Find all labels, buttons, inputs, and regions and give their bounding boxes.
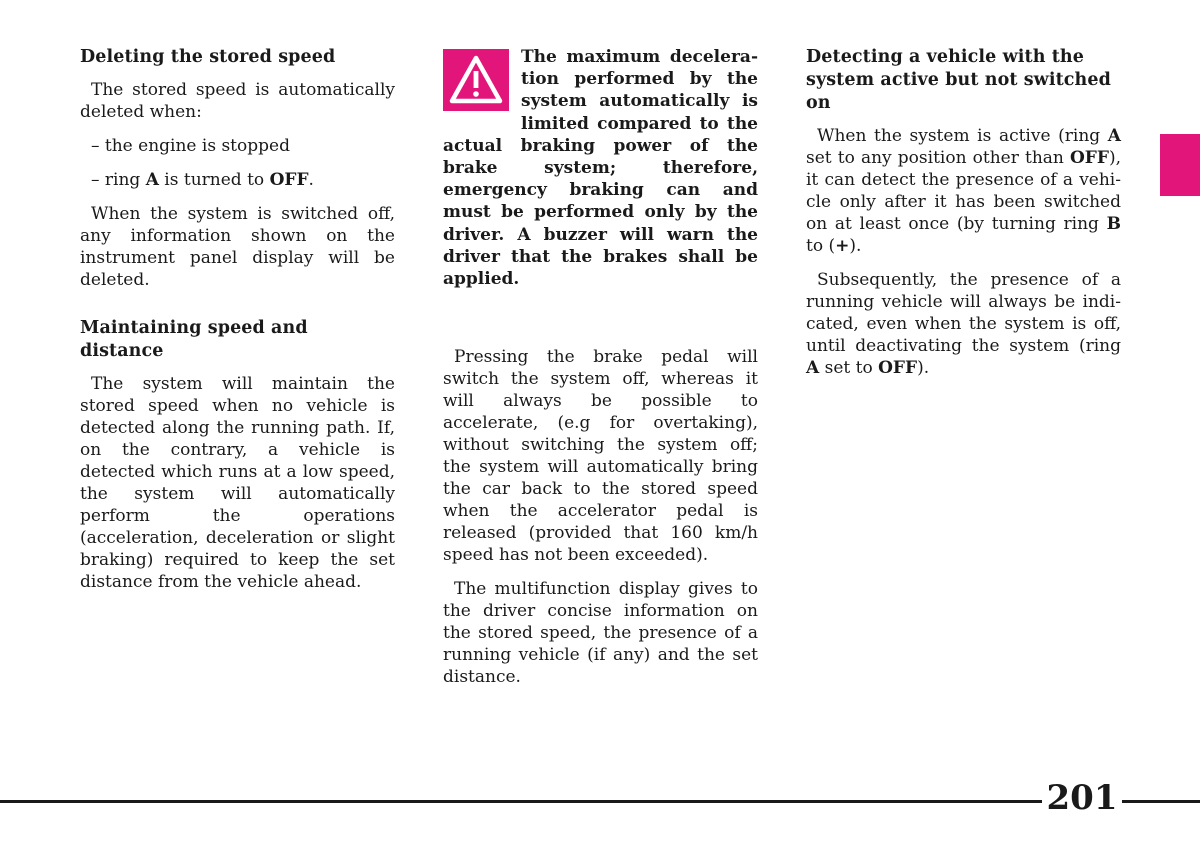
off-label: OFF xyxy=(878,358,918,378)
page-number: 201 xyxy=(1046,778,1118,818)
section-tab-marker xyxy=(1160,134,1200,196)
footer-rule-left xyxy=(0,800,1042,803)
ring-b-label: B xyxy=(1106,214,1121,234)
deleting-outro: When the system is switched off, any information shown on the instrument panel display will be deleted. xyxy=(80,204,395,290)
heading-maintaining-speed: Maintaining speed and distance xyxy=(80,318,308,361)
ring-a-label: A xyxy=(145,170,159,190)
deleting-intro: The stored speed is automatically deleted when: xyxy=(80,80,395,122)
ring-a-label: A xyxy=(806,358,820,378)
brake-pedal-paragraph: Pressing the brake pedal will switch the system off, whereas it will always be possible to accelerate, (e.g for overtaking), without switching the system off; the system will automatically bring the car back to the stored speed when the accelerator pedal is released (provided that 160 km/h speed has not been exceeded). xyxy=(443,347,758,566)
column-2 xyxy=(443,46,758,700)
warning-box xyxy=(443,46,758,290)
off-label: OFF xyxy=(269,170,309,190)
maintaining-body: The system will maintain the stored speed when no vehicle is detected along the running path. If, on the contrary, a vehicle is detected which runs at a low speed, the system will automatically perform the operations (acceleration, deceleration or slight braking) required to keep the set distance from the vehicle ahead. xyxy=(80,374,395,592)
list-item-engine-stopped: – the engine is stopped xyxy=(91,136,290,156)
list-item-ring-off: – ring A is turned to OFF. xyxy=(91,170,314,190)
ring-a-label: A xyxy=(1107,126,1121,146)
plus-label: + xyxy=(835,236,850,256)
warning-triangle-icon xyxy=(443,49,509,111)
heading-deleting-stored-speed: Deleting the stored speed xyxy=(80,47,336,67)
heading-detecting-vehicle: Detecting a vehicle with the system active but not switched on xyxy=(806,47,1111,113)
warning-text: The maximum deceleration performed by the system automatically is limited compared to the actual braking power of the brake system; therefore, emergency braking can and must be performed only by the driver. A buzzer will warn the driver that the brakes shall be applied. xyxy=(443,47,758,290)
footer-rule-right xyxy=(1122,800,1200,803)
off-label: OFF xyxy=(1070,148,1109,168)
column-3 xyxy=(806,46,1121,391)
detecting-paragraph-2: Subsequently, the presence of a running vehicle will always be indicated, even when the system is off, until deactivating the system (ring A set to OFF). xyxy=(806,270,1121,378)
detecting-paragraph-1: When the system is active (ring A set to any position other than OFF), it can detect the presence of a vehicle only after it has been switched on at least once (by turning ring B to (+). xyxy=(806,126,1121,256)
multifunction-display-paragraph: The multifunction display gives to the driver concise information on the stored speed, the presence of a running vehicle (if any) and the set distance. xyxy=(443,579,758,688)
column-1 xyxy=(80,46,395,605)
